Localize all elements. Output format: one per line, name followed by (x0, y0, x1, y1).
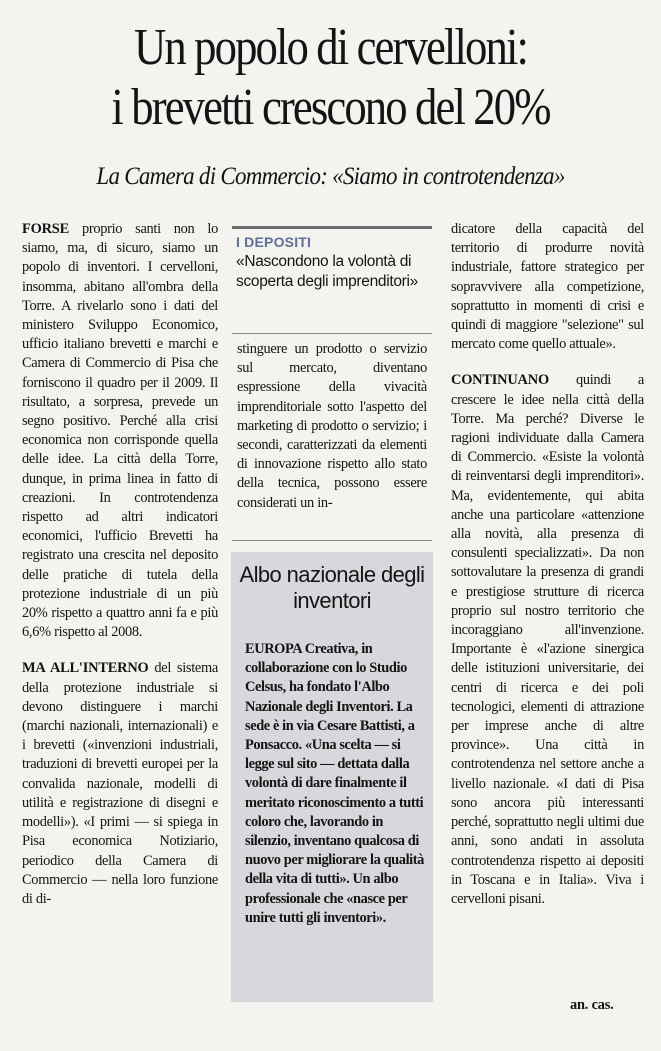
paragraph-lead: FORSE (22, 221, 69, 237)
paragraph (451, 371, 644, 909)
paragraph-text: dicatore della capacità del territorio di produrre novità industriale, fattore strategico per sopravvivere alla competizione, soprattutto in momenti di crisi e quindi di maggiore "selezione" sul mercato come quello attuale». (451, 221, 644, 353)
headline-line-1: Un popolo di cervelloni: (133, 19, 528, 76)
divider (232, 540, 432, 541)
paragraph-text: del sistema della protezione industriale si devono distinguere i marchi (marchi nazionali, internazionali) e i brevetti («invenzioni industriali, traduzioni di brevetti europei per la convalida nazionale, modelli di utilità e registrazione di disegni e modelli»). «I primi — si spiega in Pisa economica Notiziario, periodico della Camera di Commercio — nella loro funzione di di- (22, 660, 218, 907)
subheadline: La Camera di Commercio: «Siamo in controtendenza» (96, 163, 565, 190)
albo-box-title: Albo nazionale degli inventori (239, 562, 425, 613)
article-column-1 (22, 220, 218, 909)
paragraph-lead: MA ALL'INTERNO (22, 660, 149, 677)
albo-box-body (245, 640, 425, 928)
headline (46, 18, 614, 138)
paragraph-text: quindi a crescere le idee nella città della Torre. Ma perché? Diverse le ragioni individuate dalla Camera di Commercio. «Esiste la volontà di reinventarsi degli imprenditori». Ma, evidentemente, qui abita anche una particolare «attenzione alla novità, alla presenza di consulenti specializzati». Da non sottovalutare la presenza di grandi e prestigiose strutture di ricerca proprio sul nostro territorio che incoraggiano all'invenzione. Importante è «l'azione sinergica delle istituzioni universitarie, dei centri di ricerca e dei poli tecnologici, elementi di attrazione per imprese anche di altre province». Una città in controtendenza nel settore anche a livello nazionale. «I dati di Pisa sono ancora più interessanti perché, soprattutto negli ultimi due anni, sono andati in assoluta controtendenza rispetto ai depositi in Toscana e in Italia». Viva i cervelloni pisani. (451, 372, 644, 907)
paragraph (22, 659, 218, 909)
divider (232, 333, 432, 334)
sidebar-quote: «Nascondono la volontà di scoperta degli imprenditori» (236, 253, 419, 290)
sidebar-quote-box (232, 226, 432, 335)
albo-box-lead: EUROPA Creativa, (245, 641, 358, 657)
article-column-2 (237, 340, 427, 513)
albo-info-box (231, 552, 433, 1002)
headline-line-2: i brevetti crescono del 20% (111, 79, 550, 136)
albo-box-text: in collaborazione con lo Studio Celsus, ha fondato l'Albo Nazionale degli Inventori. La sede è in via Cesare Battisti, a Ponsacco. «Una scelta — si legge sul sito — dettata dalla volontà di dare finalmente il meritato riconoscimento a tutti coloro che, lavorando in silenzio, inventano qualcosa di nuovo per migliorare la qualità della vita di tutti». Un albo professionale che «nasce per unire tutti gli inventori». (245, 641, 424, 926)
author-signature: an. cas. (570, 997, 614, 1013)
paragraph (22, 220, 218, 642)
paragraph-lead: CONTINUANO (451, 372, 549, 389)
sidebar-kicker: I DEPOSITI (236, 234, 312, 250)
paragraph-text: stinguere un prodotto o servizio sul mercato, diventano espressione della vivacità imprenditoriale sotto l'aspetto del marketing di prodotto o servizio; i secondi, caratterizzati da elementi di innovazione rispetto allo stato della tecnica, possono essere considerati un in- (237, 341, 427, 511)
paragraph-text: proprio santi non lo siamo, ma, di sicuro, siamo un popolo di inventori. I cervelloni, insomma, abitano all'ombra della Torre. A rivelarlo sono i dati del ministero Sviluppo Economico, ufficio italiano brevetti e marchi e Camera di Commercio di Pisa che forniscono il quadro per il 2009. Il risultato, a sorpresa, prevede un segno positivo. Perché alla crisi economica non corrisponde quella delle idee. La città della Torre, dunque, in prima linea in fatto di creazioni. In controtendenza rispetto ad altri indicatori economici, l'ufficio Brevetti ha registrato una crescita nel deposito delle pratiche di tutela della protezione industriale di un più 20% rispetto a quattro anni fa e più 6,6% rispetto al 2008. (22, 221, 218, 641)
article-column-3 (451, 220, 644, 909)
